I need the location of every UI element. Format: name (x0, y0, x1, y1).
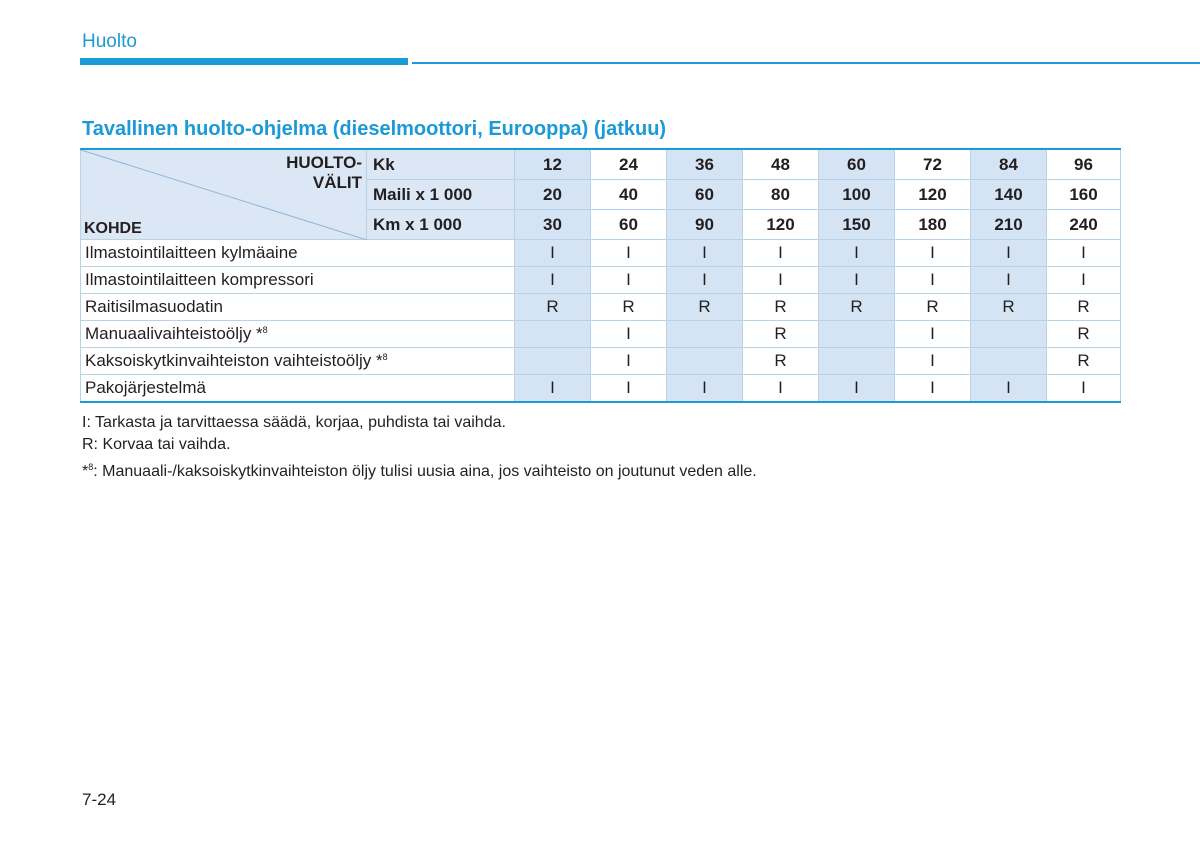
schedule-cell: I (971, 375, 1047, 403)
schedule-cell: I (591, 375, 667, 403)
interval-value: 140 (971, 180, 1047, 210)
schedule-cell: I (819, 240, 895, 267)
section-title: Huolto (82, 31, 137, 52)
interval-unit: Km x 1 000 (367, 210, 515, 240)
legend-notes (82, 412, 757, 483)
interval-row-months (81, 149, 1121, 180)
interval-unit: Kk (367, 149, 515, 180)
item-name-cell (81, 267, 515, 294)
interval-value: 60 (667, 180, 743, 210)
interval-value: 150 (819, 210, 895, 240)
schedule-cell: R (971, 294, 1047, 321)
interval-value: 20 (515, 180, 591, 210)
corner-cell (81, 149, 367, 240)
interval-value: 80 (743, 180, 819, 210)
schedule-cell (971, 321, 1047, 348)
schedule-cell: R (819, 294, 895, 321)
schedule-cell (667, 321, 743, 348)
interval-unit: Maili x 1 000 (367, 180, 515, 210)
schedule-cell: R (515, 294, 591, 321)
schedule-cell: R (743, 348, 819, 375)
schedule-cell: I (591, 267, 667, 294)
schedule-cell: I (971, 267, 1047, 294)
item-name-cell (81, 321, 515, 348)
interval-value: 160 (1047, 180, 1121, 210)
item-name: Kaksoiskytkinvaihteiston vaihteistoöljy * (85, 351, 383, 370)
corner-label-line1: HUOLTO- (286, 153, 362, 172)
corner-item-label: KOHDE (84, 220, 142, 237)
page-number: 7-24 (82, 790, 117, 809)
schedule-cell (515, 348, 591, 375)
interval-value: 210 (971, 210, 1047, 240)
interval-value: 48 (743, 149, 819, 180)
interval-value: 30 (515, 210, 591, 240)
schedule-cell: I (591, 321, 667, 348)
interval-value: 60 (591, 210, 667, 240)
footnote-mark: * (82, 463, 89, 480)
schedule-cell: R (591, 294, 667, 321)
schedule-cell (819, 348, 895, 375)
schedule-cell: R (1047, 294, 1121, 321)
interval-value: 84 (971, 149, 1047, 180)
schedule-cell: I (819, 375, 895, 403)
schedule-cell: R (895, 294, 971, 321)
footnote-number: 8 (88, 462, 94, 472)
schedule-cell: R (1047, 321, 1121, 348)
table-row (81, 267, 1121, 294)
schedule-cell: I (667, 267, 743, 294)
schedule-cell: I (895, 348, 971, 375)
interval-value: 120 (895, 180, 971, 210)
table-row (81, 375, 1121, 403)
interval-value: 72 (895, 149, 971, 180)
note-replace: R: Korvaa tai vaihda. (82, 436, 231, 453)
interval-value: 40 (591, 180, 667, 210)
table-title: Tavallinen huolto-ohjelma (dieselmoottori, Eurooppa) (jatkuu) (82, 118, 667, 140)
item-name-cell (81, 348, 515, 375)
item-name-cell (81, 375, 515, 403)
schedule-cell: I (743, 267, 819, 294)
schedule-cell: I (515, 240, 591, 267)
interval-value: 120 (743, 210, 819, 240)
item-name: Pakojärjestelmä (85, 378, 206, 397)
item-footnote: 8 (262, 325, 268, 335)
interval-value: 100 (819, 180, 895, 210)
table-row (81, 348, 1121, 375)
header-rule-thin (412, 62, 1200, 64)
item-name: Ilmastointilaitteen kylmäaine (85, 243, 298, 262)
schedule-cell: I (515, 267, 591, 294)
corner-interval-label (286, 153, 362, 193)
item-name-cell (81, 294, 515, 321)
interval-value: 60 (819, 149, 895, 180)
interval-value: 24 (591, 149, 667, 180)
schedule-cell: I (819, 267, 895, 294)
interval-value: 240 (1047, 210, 1121, 240)
table-row (81, 321, 1121, 348)
schedule-cell: I (895, 321, 971, 348)
schedule-cell: I (895, 267, 971, 294)
item-name: Ilmastointilaitteen kompressori (85, 270, 314, 289)
interval-value: 96 (1047, 149, 1121, 180)
footnote-text: : Manuaali-/kaksoiskytkinvaihteiston öljy tulisi uusia aina, jos vaihteisto on joutunut veden alle. (93, 463, 757, 480)
schedule-cell (515, 321, 591, 348)
schedule-cell (971, 348, 1047, 375)
schedule-cell: R (743, 321, 819, 348)
schedule-cell: I (1047, 267, 1121, 294)
interval-value: 36 (667, 149, 743, 180)
schedule-cell: I (895, 240, 971, 267)
schedule-cell: I (667, 375, 743, 403)
interval-value: 90 (667, 210, 743, 240)
schedule-cell: I (591, 348, 667, 375)
schedule-cell: R (667, 294, 743, 321)
note-inspect: I: Tarkasta ja tarvittaessa säädä, korjaa, puhdista tai vaihda. (82, 414, 506, 431)
schedule-cell: I (743, 375, 819, 403)
corner-label-line2: VÄLIT (312, 173, 362, 192)
item-name-cell (81, 240, 515, 267)
schedule-cell: I (1047, 240, 1121, 267)
item-footnote: 8 (382, 352, 388, 362)
schedule-cell: I (515, 375, 591, 403)
interval-value: 12 (515, 149, 591, 180)
schedule-cell: I (971, 240, 1047, 267)
item-name: Raitisilmasuodatin (85, 297, 223, 316)
note-footnote (82, 456, 757, 483)
interval-value: 180 (895, 210, 971, 240)
schedule-cell: I (1047, 375, 1121, 403)
schedule-cell: I (591, 240, 667, 267)
schedule-cell (667, 348, 743, 375)
maintenance-schedule-table (80, 148, 1121, 403)
schedule-cell (819, 321, 895, 348)
table-row (81, 240, 1121, 267)
schedule-cell: I (743, 240, 819, 267)
schedule-cell: R (743, 294, 819, 321)
table-row (81, 294, 1121, 321)
schedule-cell: I (667, 240, 743, 267)
schedule-cell: R (1047, 348, 1121, 375)
header-rule-thick (80, 58, 408, 65)
schedule-cell: I (895, 375, 971, 403)
item-name: Manuaalivaihteistoöljy * (85, 324, 263, 343)
